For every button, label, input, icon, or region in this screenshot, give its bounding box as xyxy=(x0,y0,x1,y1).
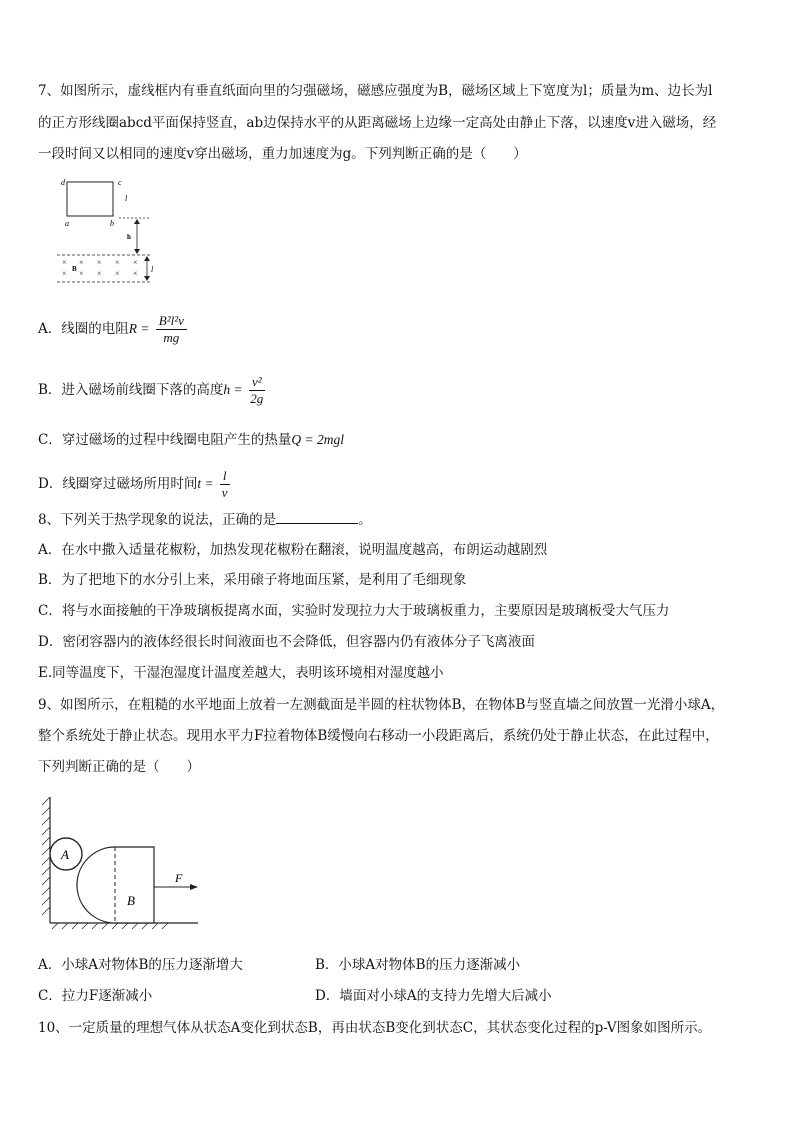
q7-option-a-fraction: $\frac{\text{B²l²v}}{mg}$ xyxy=(156,313,187,346)
svg-text:×: × xyxy=(115,258,120,267)
svg-text:×: × xyxy=(62,258,67,267)
label-d: d xyxy=(61,178,65,187)
svg-text:×: × xyxy=(79,269,84,278)
q7-option-b[interactable]: B．进入磁场前线圈下落的高度h = $\frac{\text{v²}}{2g}$ xyxy=(38,374,264,406)
label-a: a xyxy=(65,219,69,228)
q8-stem: 8、下列关于热学现象的说法，正确的是 。 xyxy=(38,509,372,530)
q9-option-b[interactable]: B．小球A对物体B的压力逐渐减小 xyxy=(315,957,521,973)
label-l-field: l xyxy=(151,265,154,274)
q9-stem-line2: 整个系统处于静止状态。现用水平力F拉着物体B缓慢向右移动一小段距离后，系统仍处于静止状态，在此过程中， xyxy=(38,728,719,744)
svg-text:×: × xyxy=(97,258,102,267)
q7-option-b-fraction: $\frac{\text{v²}}{2g}$ xyxy=(250,374,264,406)
q9-option-c[interactable]: C．拉力F逐渐减小 xyxy=(38,988,153,1004)
label-ball-a: A xyxy=(61,847,69,862)
q7-option-d-fraction: $\frac{l}{v}$ xyxy=(221,468,228,500)
svg-text:×: × xyxy=(79,258,84,267)
answer-blank[interactable] xyxy=(276,509,358,524)
q8-option-b[interactable]: B．为了把地下的水分引上来，采用磙子将地面压紧，是利用了毛细现象 xyxy=(38,572,467,588)
svg-text:×: × xyxy=(62,269,67,278)
q9-figure-ball-and-block xyxy=(38,795,208,930)
q7-figure-coil-magnetic-field xyxy=(55,172,165,290)
q7-option-d[interactable]: D．线圈穿过磁场所用时间t = $\frac{l}{v}$ xyxy=(38,468,228,500)
label-c: c xyxy=(118,178,122,187)
q9-option-d[interactable]: D．墙面对小球A的支持力先增大后减小 xyxy=(315,988,552,1004)
svg-text:×: × xyxy=(133,258,138,267)
q8-option-d[interactable]: D．密闭容器内的液体经很长时间液面也不会降低，但容器内仍有液体分子飞离液面 xyxy=(38,634,535,650)
svg-text:×: × xyxy=(133,269,138,278)
svg-text:×: × xyxy=(97,269,102,278)
q7-option-c[interactable]: C．穿过磁场的过程中线圈电阻产生的热量Q = 2mgl xyxy=(38,432,344,448)
label-l-side: l xyxy=(125,194,128,203)
q7-stem-line3: 一段时间又以相同的速度v穿出磁场，重力加速度为g。下列判断正确的是（ ） xyxy=(38,146,527,162)
q9-option-a[interactable]: A．小球A对物体B的压力逐渐增大 xyxy=(38,957,243,973)
q9-stem-line1: 9、如图所示，在粗糙的水平地面上放着一左测截面是半圆的柱状物体B，在物体B与竖直墙之间放置一光滑小球A， xyxy=(38,697,725,713)
q8-option-e[interactable]: E.同等温度下，干湿泡湿度计温度差越大，表明该环境相对湿度越小 xyxy=(38,665,444,681)
q8-option-c[interactable]: C．将与水面接触的干净玻璃板提离水面，实验时发现拉力大于玻璃板重力，主要原因是玻璃板受大气压力 xyxy=(38,603,670,619)
label-block-b: B xyxy=(127,893,135,908)
label-h: h xyxy=(127,233,131,241)
q7-stem-line1: 7、如图所示，虚线框内有垂直纸面向里的匀强磁场，磁感应强度为B，磁场区域上下宽度为l；质量为m、边长为l xyxy=(38,83,713,99)
svg-text:×: × xyxy=(115,269,120,278)
q7-stem-line2: 的正方形线圈abcd平面保持竖直，ab边保持水平的从距离磁场上边缘一定高处由静止下落，以速度v进入磁场，经 xyxy=(38,115,717,131)
q10-stem-line1: 10、一定质量的理想气体从状态A变化到状态B，再由状态B变化到状态C，其状态变化过程的p-V图象如图所示。 xyxy=(38,1020,712,1036)
q8-option-a[interactable]: A．在水中撒入适量花椒粉，加热发现花椒粉在翻滚，说明温度越高，布朗运动越剧烈 xyxy=(38,542,548,558)
label-B-field: B xyxy=(72,265,77,273)
q9-stem-line3: 下列判断正确的是（ ） xyxy=(38,759,200,775)
q7-option-a[interactable]: A．线圈的电阻R = $\frac{\text{B²l²v}}{mg}$ xyxy=(38,313,189,346)
label-b: b xyxy=(110,219,114,228)
label-force-f: F xyxy=(175,871,183,885)
